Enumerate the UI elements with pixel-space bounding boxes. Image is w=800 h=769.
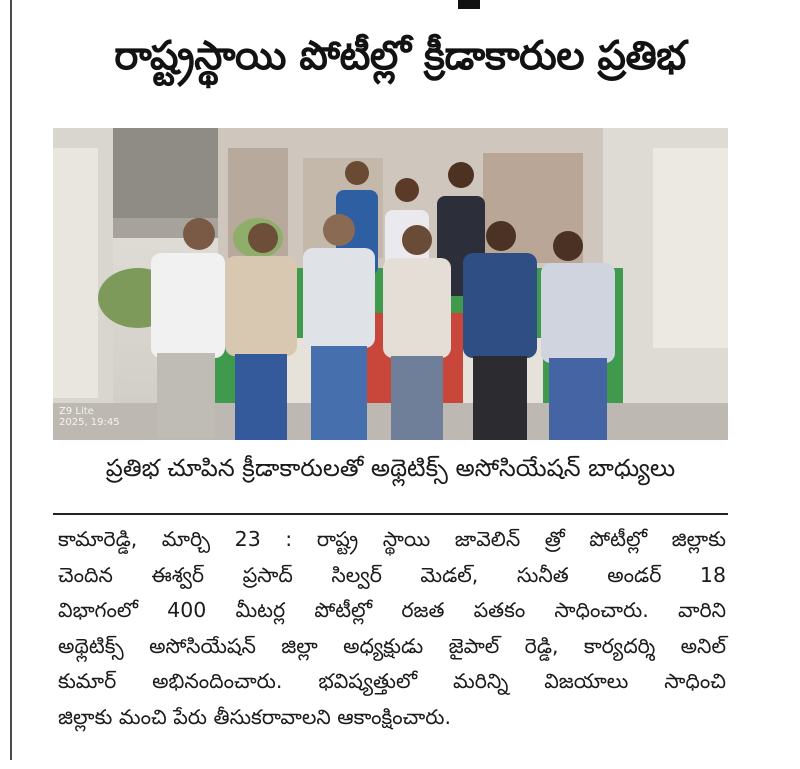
column-divider [10, 0, 12, 760]
group-photo-image [53, 128, 728, 440]
article-headline: రాష్ట్రస్థాయి పోటీల్లో క్రీడాకారుల ప్రతిభ [114, 33, 686, 79]
body-line: అథ్లెటిక్స్ అసోసియేషన్ జిల్లా అధ్యక్షుడు జైపాల్ రెడ్డి, కార్యదర్శి అనిల్ [58, 633, 726, 658]
body-line: కుమార్ అభినందించారు. భవిష్యత్తులో మరిన్ని విజయాలు సాధించి [58, 669, 726, 693]
photo-timestamp [59, 406, 120, 428]
photo-stamp-date: 2025, 19:45 [59, 417, 120, 428]
caption-divider [53, 513, 728, 515]
body-line: కామారెడ్డి, మార్చి 23 : రాష్ట్ర స్థాయి జావెలిన్ త్రో పోటీల్లో జిల్లాకు [58, 527, 726, 551]
body-line: విభాగంలో 400 మీటర్ల పోటీల్లో రజత పతకం సాధించారు. వారిని [58, 598, 726, 622]
section-marker [458, 0, 480, 9]
photo-caption: ప్రతిభ చూపిన క్రీడాకారులతో అథ్లెటిక్స్ అసోసియేషన్ బాధ్యులు [105, 454, 676, 482]
body-line: చెందిన ఈశ్వర్ ప్రసాద్ సిల్వర్ మెడల్, సునీత అండర్ 18 [58, 562, 726, 587]
article-body [58, 522, 726, 735]
photo-stamp-device: Z9 Lite [59, 406, 94, 417]
body-line: జిల్లాకు మంచి పేరు తీసుకరావాలని ఆకాంక్షించారు. [58, 704, 452, 729]
article-photo [53, 128, 728, 440]
